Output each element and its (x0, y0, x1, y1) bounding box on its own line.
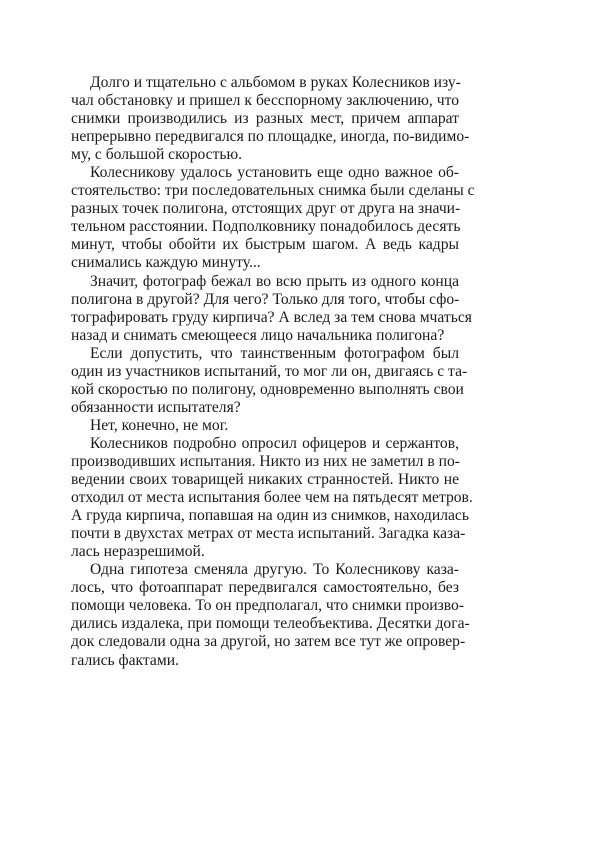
paragraph (71, 434, 473, 561)
text-line: Долго и тщательно с альбомом в руках Колесников изу- (90, 74, 461, 91)
text-line: док следовали одна за другой, но затем все тут же опровер- (71, 633, 466, 651)
text-line: производивших испытания. Никто из них не заметил в по- (71, 452, 460, 470)
paragraph (71, 417, 459, 435)
text-line: Значит, фотограф бежал во всю прыть из одного конца (90, 272, 459, 290)
text-line: лась неразрешимой. (71, 543, 205, 561)
text-line: отходил от места испытания более чем на пятьдесят метров. (71, 489, 473, 507)
paragraph (71, 561, 470, 669)
text-line: обязанности испытателя? (71, 398, 241, 416)
text-line: тельном расстоянии. Подполковнику понадобилось десять (71, 218, 461, 236)
text-line: почти в двухстах метрах от места испытаний. Загадка каза- (71, 525, 466, 543)
text-line: ведении своих товарищей никаких странностей. Никто не (71, 471, 459, 489)
text-line: снимались каждую минуту... (71, 254, 261, 272)
text-line: Колесникову удалось установить еще одно важное об- (90, 164, 459, 182)
text-line: минут, чтобы обойти их быстрым шагом. А ведь кадры (71, 236, 459, 254)
text-line: снимки производились из разных мест, причем аппарат (71, 110, 459, 128)
text-line: тографировать груду кирпича? А вслед за тем снова мчаться (71, 308, 472, 326)
text-line: полигона в другой? Для чего? Только для того, чтобы сфо- (71, 290, 460, 308)
text-line: дились издалека, при помощи телеобъектива. Десятки дога- (71, 615, 470, 633)
paragraph (71, 272, 472, 345)
text-line: чал обстановку и пришел к бесспорному заключению, что (71, 92, 459, 110)
text-line: стоятельство: три последовательных снимка были сделаны с (71, 182, 475, 200)
text-line: назад и снимать смеющееся лицо начальника полигона? (71, 326, 445, 344)
text-line: му, с большой скоростью. (71, 146, 243, 164)
text-line: непрерывно передвигался по площадке, иногда, по-видимо- (71, 128, 470, 146)
text-line: кой скоростью по полигону, одновременно выполнять свои (71, 380, 464, 398)
text-line: А груда кирпича, попавшая на один из снимков, находилась (71, 507, 469, 525)
paragraph (71, 344, 468, 417)
text-line: разных точек полигона, отстоящих друг от друга на значи- (71, 200, 461, 218)
text-line: один из участников испытаний, то мог ли он, двигаясь с та- (71, 362, 468, 380)
text-line: лось, что фотоаппарат передвигался самостоятельно, без (71, 579, 459, 597)
text-line: Одна гипотеза сменяла другую. То Колесникову каза- (90, 561, 459, 579)
document-page (71, 74, 475, 670)
text-line: Колесников подробно опросил офицеров и сержантов, (90, 434, 459, 452)
paragraph (71, 74, 470, 164)
text-line: Если допустить, что таинственным фотографом был (90, 344, 459, 362)
paragraph (71, 164, 475, 272)
text-line: гались фактами. (71, 651, 179, 669)
text-line: помощи человека. То он предполагал, что снимки произво- (71, 597, 465, 615)
text-line: Нет, конечно, не мог. (90, 416, 229, 434)
